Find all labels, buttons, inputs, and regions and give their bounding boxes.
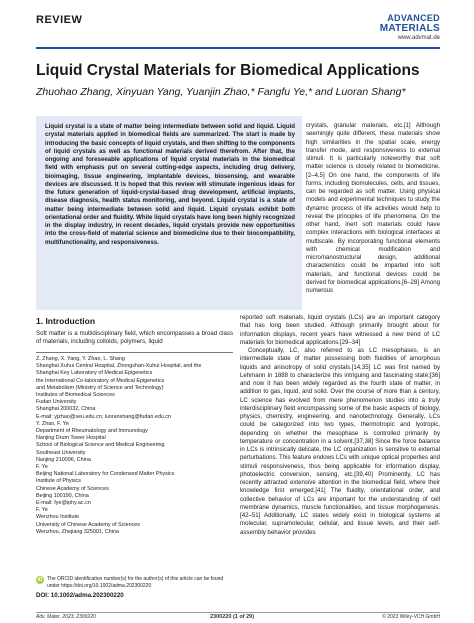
- affiliation-line: Fudan University: [36, 399, 77, 406]
- abstract-text: Liquid crystal is a state of matter being intermediate between solid and liquid. Liquid crystal materials applied in biomedical fields are summarized. The start is made by introducing the basic concepts of liquid crystals, and then shifting to the components of liquid crystals as well as functional materials derived therefrom. After that, the ongoing and foreseeable applications of liquid crystal materials in the biomedical field with emphasis put on several cutting-edge aspects, including drug delivery, bioimaging, tissue engineering, implantable devices, biosensing, and wearable devices are discussed. It is hoped that this review will stimulate ingenious ideas for the future generation of liquid-crystal-based drug development, artificial implants, disease diagnosis, health status monitoring, and beyond. Liquid crystal is a state of matter being intermediate between solid and liquid. Liquid crystals exhibit both orientational order and fluidity. While liquid crystals have long been highly recognized in the display industry, in recent decades, liquid crystals provide new opportunities into the cross-field of material science and biomedicine due to their biocompatibility, multifunctionality, and responsiveness.: [45, 123, 295, 246]
- affiliations-block: [36, 356, 233, 536]
- affiliation-line: School of Biological Science and Medical Engineering: [36, 442, 165, 449]
- section-label: REVIEW: [36, 14, 83, 26]
- footer-divider: [36, 612, 440, 613]
- body-paragraph: reported soft materials, liquid crystals (LCs) are an important category that has long been studied. Although primarily brought about for information displays, recent years have witnessed a new trend of LC materials for biomedical applications.[29–34]: [240, 314, 440, 346]
- affiliation-line: Shanghai Key Laboratory of Medical Epigenetics: [36, 370, 153, 377]
- brand-line2: MATERIALS: [379, 23, 440, 34]
- affiliation-line: Nanjing 210096, China: [36, 456, 91, 463]
- orcid-icon: iD: [37, 577, 43, 583]
- affiliation-line: Institute of Physics: [36, 478, 81, 485]
- footer-copyright: © 2023 Wiley-VCH GmbH: [382, 614, 440, 620]
- intro-paragraph: Soft matter is a multidisciplinary field, which encompasses a broad class of materials, including colloids, polymers, liquid: [36, 330, 233, 346]
- affiliation-line: Z. Zhang, X. Yang, Y. Zhao, L. Shang: [36, 356, 125, 362]
- page-header: [36, 14, 440, 50]
- affiliation-line: Southeast University: [36, 449, 86, 456]
- footer-journal: Adv. Mater. 2023, 2300220: [36, 614, 96, 620]
- affiliation-divider: [36, 352, 233, 353]
- affiliation-line: Wenzhou, Zhejiang 325001, China: [36, 528, 119, 535]
- affiliation-line: Nanjing Drum Tower Hospital: [36, 435, 106, 442]
- journal-brand: [380, 14, 440, 42]
- affiliation-line: Department of Rheumatology and Immunology: [36, 428, 148, 435]
- affiliation-line: University of Chinese Academy of Sciences: [36, 521, 140, 528]
- orcid-note: [36, 576, 233, 589]
- affiliation-line: Beijing 100190, China: [36, 492, 89, 499]
- affiliation-line: the International Co-laboratory of Medical Epigenetics: [36, 377, 165, 384]
- body-paragraph: Conceptually, LC, also referred to as LC mesophases, is an intermediate state of matter possessing both fluidities of amorphous liquids and anisotropy of solid crystals.[14,35] LC was first named by Lehmann in 1888 to characterize this intriguing and fascinating state;[36] and now it has been widely regarded as the fourth state of matter, in addition to gas, liquid, and solid. Over the course of more than a century, LC science has evolved from mere phenomenon studies into a truly interdisciplinary field encompassing some of the basic aspects of biology, physics, chemistry, engineering, and nanotechnology. Generally, LCs could be categorized into two types, thermotropic and lyotropic, depending on whether the mesophase is controlled primarily by temperature or concentration in a solvent.[37,38] Since the force balance in LCs is intrinsically delicate, the LC organization is sensitive to external perturbations. This feature endows LCs with unique optical properties and stimuli responsiveness, thus being applicable for information display, photoelectric conversion, sensing, etc.[39,40] Prominently, LC has recently attracted extensive attention in the biomedical field, where their knowledge first emerged.[41] The fluidity, orientational order, and collective behavior of LCs are important for the understanding of cell membrane dynamics, muscle functionalities, and tissue morphogenesis.[42–51] Additionally, LC states widely exist in biological systems at molecular, supramolecular, cellular, and tissue levels, and their self-assembly behavior provides: [240, 347, 440, 536]
- abstract-box: [36, 116, 302, 310]
- article-title: Liquid Crystal Materials for Biomedical Applications: [36, 62, 420, 79]
- affiliation-line: Shanghai 200032, China: [36, 406, 96, 413]
- section-heading-introduction: 1. Introduction: [36, 316, 96, 326]
- affiliation-line: Wenzhou Institute: [36, 514, 80, 521]
- brand-line1: ADVANCED: [387, 13, 440, 23]
- affiliation-line: Beijing National Laboratory for Condensed Matter Physics: [36, 471, 175, 478]
- article-doi[interactable]: DOI: 10.1002/adma.202300220: [36, 592, 124, 599]
- affiliation-line: Y. Zhao, F. Ye: [36, 420, 69, 427]
- affiliation-line: F. Ye: [36, 507, 48, 514]
- affiliation-line: Institutes of Biomedical Sciences: [36, 392, 115, 399]
- intro-continued-text: crystals, granular materials, etc.[1] Although seemingly quite different, these materials show high similarities in the spatial scale, energy transfer mode, and responsiveness to external stimuli. It is particularly noteworthy that soft matter science is closely related to biomedicine.[2–4,5] On one hand, the components of life forms, including biomolecules, cells, and tissues, can be regarded as soft matter. Using physical models and experimental techniques to study the dynamic process of life activities would help to reveal the principles of life phenomena. On the other hand, inert soft materials could have complex interactions with biological interfaces at multiscale. By incorporating functional elements with chemical modification and micro/nanostructural design, additional characteristics could be imparted into soft materials, and functional devices could be derived for biomedical applications.[6–28] Among numerous: [306, 122, 440, 294]
- footer-page-number: 2300220 (1 of 29): [210, 614, 255, 620]
- brand-url[interactable]: www.advmat.de: [397, 35, 440, 41]
- affiliation-line: Chinese Academy of Sciences: [36, 485, 109, 492]
- affiliation-email[interactable]: E-mail: fye@iphy.ac.cn: [36, 500, 91, 507]
- article-authors: Zhuohao Zhang, Xinyuan Yang, Yuanjin Zhao,* Fangfu Ye,* and Luoran Shang*: [36, 86, 406, 98]
- affiliation-line: and Metabolism (Ministry of Science and Technology): [36, 384, 164, 391]
- affiliation-email[interactable]: E-mail: yjzhao@seu.edu.cn; luoranshang@fudan.edu.cn: [36, 413, 172, 420]
- main-body-column: [240, 314, 440, 537]
- orcid-text[interactable]: The ORCID identification number(s) for the author(s) of this article can be found under https://doi.org/10.1002/adma.202300220: [47, 576, 224, 589]
- affiliation-line: F. Ye: [36, 464, 48, 471]
- affiliation-line: Shanghai Xuhui Central Hospital, Zhongshan-Xuhui Hospital, and the: [36, 363, 202, 370]
- header-rule: [36, 47, 440, 49]
